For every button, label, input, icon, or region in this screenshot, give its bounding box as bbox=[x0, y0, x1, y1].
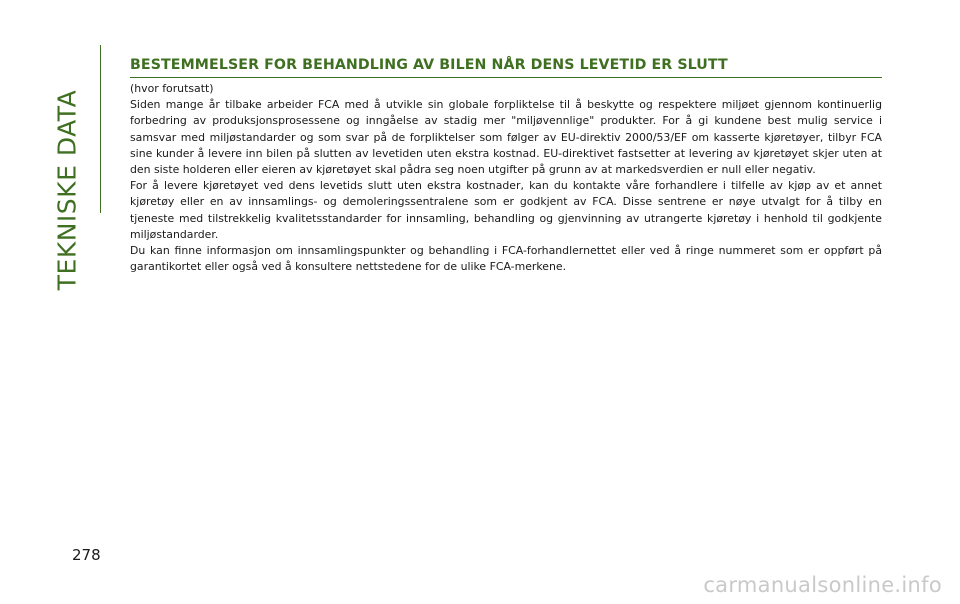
page-number: 278 bbox=[72, 546, 101, 564]
body-paragraph-2: For å levere kjøretøyet ved dens levetids slutt uten ekstra kostnader, kan du kontakte våre forhandlere i tilfelle av kjøp av et annet kjøretøy eller en av innsamlings- og demoleringssentralene som er godkjent av FCA. Disse sentrene er nøye utvalgt for å tilby en tjeneste med tilstrekkelig kvalitetsstandarder for innsamling, behandling og gjenvinning av utrangerte kjøretøy i henhold til godkjente miljøstandarder. bbox=[130, 179, 882, 241]
side-divider bbox=[100, 45, 101, 213]
body-paragraph-1: Siden mange år tilbake arbeider FCA med å utvikle sin globale forpliktelse til å beskytte og respektere miljøet gjennom kontinuerlig forbedring av produksjonsprosessene og inngåelse av stadig mer "miljøvennlige" produkter. For å gi kundene best mulig service i samsvar med miljøstandarder og som svar på de forpliktelser som følger av EU-direktiv 2000/53/EF om kasserte kjøretøyer, tilbyr FCA sine kunder å levere inn bilen på slutten av levetiden uten ekstra kostnad. EU-direktivet fastsetter at levering av kjøretøyet skjer uten at den siste holderen eller eieren av kjøretøyet skal pådra seg noen utgifter på grunn av at markedsverdien er null eller negativ. bbox=[130, 98, 882, 177]
section-heading: BESTEMMELSER FOR BEHANDLING AV BILEN NÅR DENS LEVETID ER SLUTT bbox=[130, 57, 728, 73]
section-heading-block bbox=[130, 55, 882, 78]
body-paragraph-3: Du kan finne informasjon om innsamlingspunkter og behandling i FCA-forhandlernettet eller ved å ringe nummeret som er oppført på garantikortet eller også ved å konsultere nettstedene for de ulike FCA-merkene. bbox=[130, 244, 882, 274]
section-subtitle: (hvor forutsatt) bbox=[130, 82, 214, 95]
section-side-title-text: TEKNISKE DATA bbox=[52, 89, 82, 291]
watermark-text: carmanualsonline.info bbox=[703, 573, 942, 597]
section-body bbox=[130, 81, 882, 275]
